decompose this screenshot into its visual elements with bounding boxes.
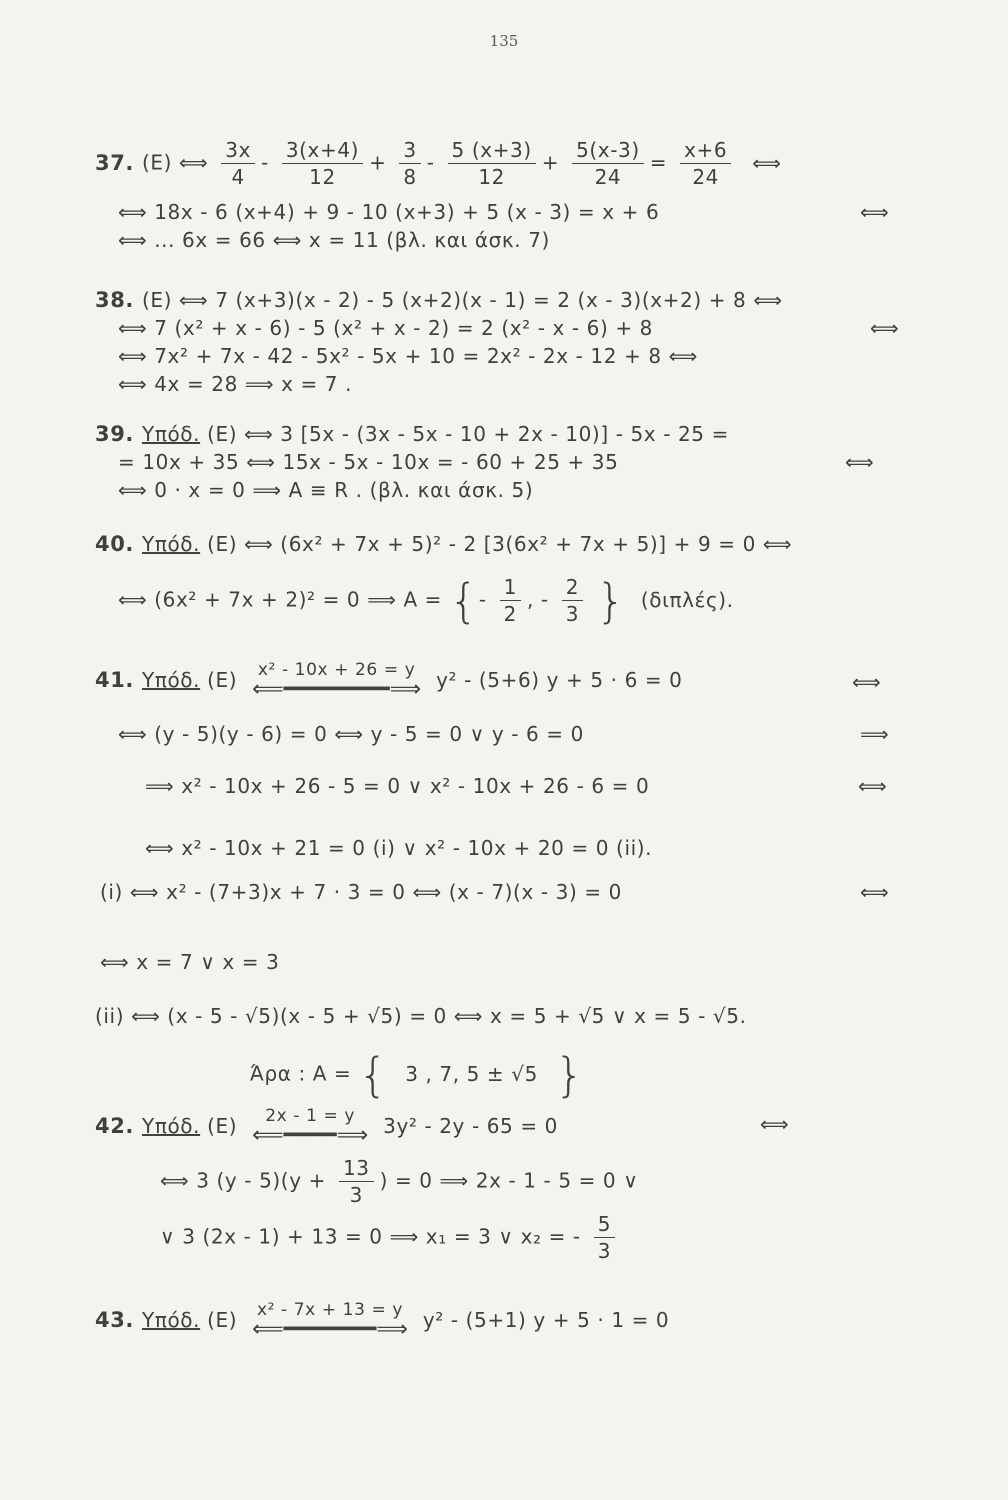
ex42-line-3: ∨ 3 (2x - 1) + 13 = 0 ⟹ x₁ = 3 ∨ x₂ = - $\frac{5}{3}$ [160, 1214, 621, 1262]
hint-label: Υπόδ. [142, 532, 201, 556]
ex43-line-1: 43. Υπόδ. (E) x² - 7x + 13 = y ⟸━━━━━━━⟹ y² - (5+1) y + 5 · 1 = 0 [95, 1300, 670, 1342]
ex41-line-1-arrow: ⟺ [852, 670, 882, 694]
ex37-line-1: 37. (E) ⟺ $\frac{3x}{4}$ - $\frac{3(x+4)}{12}$ + $\frac{3}{8}$ - $\frac{5 (x+3)}{12}$ + $\frac{5(x-3)}{24}$ = $\frac{x+6}{24}$ ⟺ [95, 138, 782, 189]
ex41-line-5: (i) ⟺ x² - (7+3)x + 7 · 3 = 0 ⟺ (x - 7)(x - 3) = 0 [100, 880, 622, 904]
ex42-line-1: 42. Υπόδ. (E) 2x - 1 = y ⟸━━━━⟹ 3y² - 2y - 65 = 0 [95, 1106, 558, 1148]
fraction: $\frac{3}{8}$ [399, 140, 420, 188]
hint-label: Υπόδ. [142, 1114, 201, 1138]
substitution-arrow: x² - 10x + 26 = y ⟸━━━━━━━━⟹ [252, 660, 422, 702]
ex42-line-2: ⟺ 3 (y - 5)(y + $\frac{13}{3}$ ) = 0 ⟹ 2x - 1 - 5 = 0 ∨ [160, 1156, 639, 1207]
ex38-line-4: ⟺ 4x = 28 ⟹ x = 7 . [118, 372, 353, 396]
ex41-line-5-arrow: ⟺ [860, 880, 890, 904]
ex41-line-3: ⟹ x² - 10x + 26 - 5 = 0 ∨ x² - 10x + 26 - 6 = 0 [145, 774, 650, 798]
ex38-line-3: ⟺ 7x² + 7x - 42 - 5x² - 5x + 10 = 2x² - 2x - 12 + 8 ⟺ [118, 344, 698, 368]
ex41-line-8: Άρα : A = { 3 , 7, 5 ± √5 } [250, 1048, 585, 1102]
fraction: $\frac{3x}{4}$ [221, 140, 255, 188]
ex41-line-4: ⟺ x² - 10x + 21 = 0 (i) ∨ x² - 10x + 20 = 0 (ii). [145, 836, 653, 860]
ex42-line-1-arrow: ⟺ [760, 1112, 790, 1136]
ex38-line-2: ⟺ 7 (x² + x - 6) - 5 (x² + x - 2) = 2 (x² - x - 6) + 8 [118, 316, 654, 340]
ex40-line-2: ⟺ (6x² + 7x + 2)² = 0 ⟹ A = {- $\frac{1}{2}$ , - $\frac{2}{3}$ } (διπλές). [118, 574, 734, 628]
fraction: $\frac{3(x+4)}{12}$ [282, 140, 363, 188]
substitution-arrow: x² - 7x + 13 = y ⟸━━━━━━━⟹ [252, 1300, 408, 1342]
ex41-number: 41. [95, 668, 135, 692]
fraction: $\frac{5(x-3)}{24}$ [572, 140, 644, 188]
hint-label: Υπόδ. [142, 668, 201, 692]
hint-label: Υπόδ. [142, 422, 201, 446]
ex39-line-3: ⟺ 0 · x = 0 ⟹ A ≡ R . (βλ. και άσκ. 5) [118, 478, 534, 502]
ex39-line-1: 39. Υπόδ. (E) ⟺ 3 [5x - (3x - 5x - 10 + 2x - 10)] - 5x - 25 = [95, 422, 729, 446]
ex37-line-2-arrow: ⟺ [860, 200, 890, 224]
ex41-line-7: (ii) ⟺ (x - 5 - √5)(x - 5 + √5) = 0 ⟺ x = 5 + √5 ∨ x = 5 - √5. [95, 1004, 747, 1028]
ex41-line-2-arrow: ⟹ [860, 722, 890, 746]
ex37-line-2: ⟺ 18x - 6 (x+4) + 9 - 10 (x+3) + 5 (x - 3) = x + 6 [118, 200, 660, 224]
ex41-line-1: 41. Υπόδ. (E) x² - 10x + 26 = y ⟸━━━━━━━━⟹ y² - (5+6) y + 5 · 6 = 0 [95, 660, 683, 702]
ex40-line-1: 40. Υπόδ. (E) ⟺ (6x² + 7x + 5)² - 2 [3(6x² + 7x + 5)] + 9 = 0 ⟺ [95, 532, 793, 556]
ex37-number: 37. [95, 150, 135, 175]
fraction: $\frac{1}{2}$ [500, 577, 521, 625]
fraction: $\frac{2}{3}$ [562, 577, 583, 625]
ex41-line-3-arrow: ⟺ [858, 774, 888, 798]
ex40-number: 40. [95, 532, 135, 556]
fraction: $\frac{13}{3}$ [339, 1158, 374, 1206]
ex43-number: 43. [95, 1308, 135, 1332]
fraction: $\frac{5}{3}$ [594, 1214, 615, 1262]
ex41-line-2: ⟺ (y - 5)(y - 6) = 0 ⟺ y - 5 = 0 ∨ y - 6 = 0 [118, 722, 584, 746]
substitution-arrow: 2x - 1 = y ⟸━━━━⟹ [252, 1106, 369, 1148]
ex38-number: 38. [95, 288, 135, 312]
hint-label: Υπόδ. [142, 1308, 201, 1332]
ex38-line-2-arrow: ⟺ [870, 316, 900, 340]
ex39-line-2: = 10x + 35 ⟺ 15x - 5x - 10x = - 60 + 25 + 35 [118, 450, 619, 474]
page-number: 135 [489, 32, 519, 50]
ex38-line-1: 38. (E) ⟺ 7 (x+3)(x - 2) - 5 (x+2)(x - 1) = 2 (x - 3)(x+2) + 8 ⟺ [95, 288, 783, 312]
ex39-line-2-arrow: ⟺ [845, 450, 875, 474]
ex42-number: 42. [95, 1114, 135, 1138]
ex37-line-3: ⟺ ... 6x = 66 ⟺ x = 11 (βλ. και άσκ. 7) [118, 228, 550, 252]
fraction: $\frac{x+6}{24}$ [680, 140, 731, 188]
ex41-line-6: ⟺ x = 7 ∨ x = 3 [100, 950, 280, 974]
ex39-number: 39. [95, 422, 135, 446]
fraction: $\frac{5 (x+3)}{12}$ [448, 140, 536, 188]
